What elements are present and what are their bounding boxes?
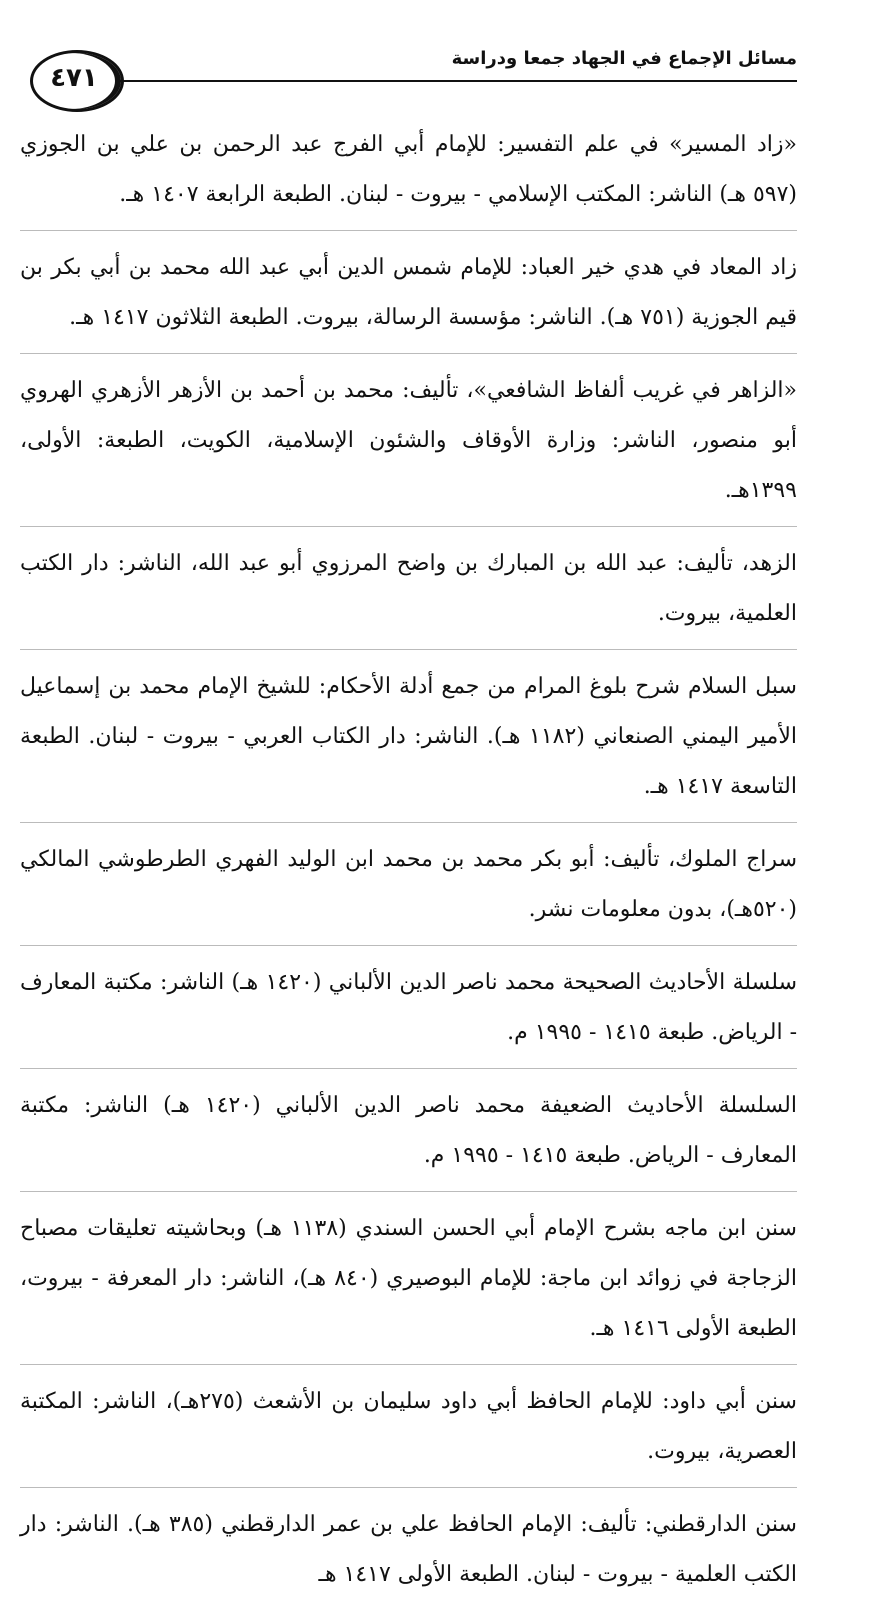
- bibliography-entry: «الزاهر في غريب ألفاظ الشافعي»، تأليف: محمد بن أحمد بن الأزهر الأزهري الهروي أبو منصور، الناشر: وزارة الأوقاف والشئون الإسلامية، الكويت، الطبعة: الأولى، ١٣٩٩هـ.: [20, 366, 797, 527]
- page-number: ٤٧١: [50, 63, 98, 93]
- running-title: مسائل الإجماع في الجهاد جمعا ودراسة: [451, 48, 797, 69]
- bibliography-entry: «زاد المسير» في علم التفسير: للإمام أبي الفرج عبد الرحمن بن علي بن الجوزي (٥٩٧ هـ) الناشر: المكتب الإسلامي - بيروت - لبنان. الطبعة الرابعة ١٤٠٧ هـ.: [20, 120, 797, 231]
- bibliography-entry: السلسلة الأحاديث الضعيفة محمد ناصر الدين الألباني (١٤٢٠ هـ) الناشر: مكتبة المعارف - الرياض. طبعة ١٤١٥ - ١٩٩٥ م.: [20, 1081, 797, 1192]
- header-rule: [120, 80, 797, 82]
- bibliography-entry: سنن ابن ماجه بشرح الإمام أبي الحسن السندي (١١٣٨ هـ) وبحاشيته تعليقات مصباح الزجاجة في زوائد ابن ماجة: للإمام البوصيري (٨٤٠ هـ)، الناشر: دار المعرفة - بيروت، الطبعة الأولى ١٤١٦ هـ.: [20, 1204, 797, 1365]
- bibliography-entry: سبل السلام شرح بلوغ المرام من جمع أدلة الأحكام: للشيخ الإمام محمد بن إسماعيل الأمير اليمني الصنعاني (١١٨٢ هـ). الناشر: دار الكتاب العربي - بيروت - لبنان. الطبعة التاسعة ١٤١٧ هـ.: [20, 662, 797, 823]
- bibliography-entry: سنن أبي داود: للإمام الحافظ أبي داود سليمان بن الأشعث (٢٧٥هـ)، الناشر: المكتبة العصرية، بيروت.: [20, 1377, 797, 1488]
- bibliography-entry: سلسلة الأحاديث الصحيحة محمد ناصر الدين الألباني (١٤٢٠ هـ) الناشر: مكتبة المعارف - الرياض. طبعة ١٤١٥ - ١٩٩٥ م.: [20, 958, 797, 1069]
- page-header: [0, 0, 885, 120]
- bibliography-entry: سراج الملوك، تأليف: أبو بكر محمد بن محمد ابن الوليد الفهري الطرطوشي المالكي (٥٢٠هـ)، بدون معلومات نشر.: [20, 835, 797, 946]
- bibliography-entry: زاد المعاد في هدي خير العباد: للإمام شمس الدين أبي عبد الله محمد بن أبي بكر بن قيم الجوزية (٧٥١ هـ). الناشر: مؤسسة الرسالة، بيروت. الطبعة الثلاثون ١٤١٧ هـ.: [20, 243, 797, 354]
- bibliography-entry: الزهد، تأليف: عبد الله بن المبارك بن واضح المرزوي أبو عبد الله، الناشر: دار الكتب العلمية، بيروت.: [20, 539, 797, 650]
- bibliography-entry: سنن الدارقطني: تأليف: الإمام الحافظ علي بن عمر الدارقطني (٣٨٥ هـ). الناشر: دار الكتب العلمية - بيروت - لبنان. الطبعة الأولى ١٤١٧ هـ: [20, 1512, 797, 1587]
